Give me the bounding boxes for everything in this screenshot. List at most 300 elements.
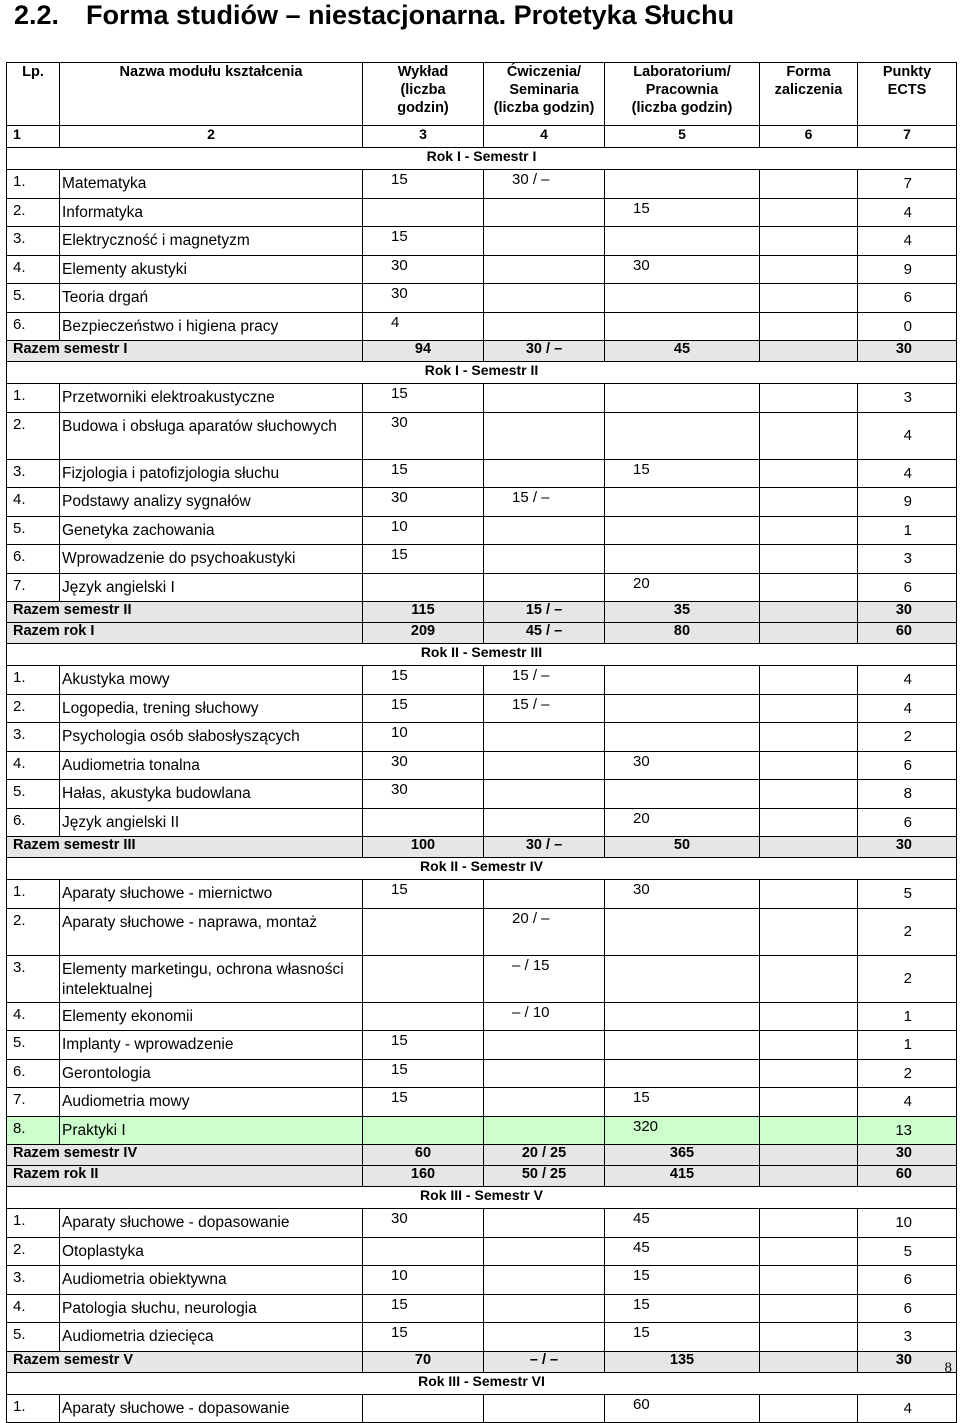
table-row: [7, 412, 957, 459]
cell-ects: 0: [858, 312, 957, 341]
cell-ects: 6: [858, 751, 957, 780]
table-row: [7, 1088, 957, 1117]
cell-lab: [605, 723, 760, 752]
header-exercises: Ćwiczenia/ Seminaria (liczba godzin): [484, 63, 605, 126]
semester-label: Rok I - Semestr I: [7, 148, 957, 170]
cell-form: [760, 955, 858, 1002]
cell-form: [760, 516, 858, 545]
cell-lecture: 15: [363, 880, 484, 909]
cell-exercises: 15 / –: [484, 666, 605, 695]
cell-lp: 1.: [7, 170, 60, 199]
cell-module-name: Elektryczność i magnetyzm: [60, 227, 363, 256]
cell-form: [760, 694, 858, 723]
table-row: [7, 1059, 957, 1088]
header-lp: Lp.: [7, 63, 60, 126]
cell-form: [760, 384, 858, 413]
header-ects: Punkty ECTS: [858, 63, 957, 126]
total-exercises: 50 / 25: [484, 1166, 605, 1187]
column-number: 3: [363, 126, 484, 148]
cell-lp: 1.: [7, 666, 60, 695]
table-row: [7, 198, 957, 227]
total-exercises: – / –: [484, 1351, 605, 1372]
cell-module-name: Matematyka: [60, 170, 363, 199]
cell-lp: 6.: [7, 312, 60, 341]
cell-lab: [605, 666, 760, 695]
cell-exercises: [484, 808, 605, 837]
cell-exercises: [484, 312, 605, 341]
cell-lp: 6.: [7, 1059, 60, 1088]
total-exercises: 30 / –: [484, 341, 605, 362]
cell-exercises: [484, 573, 605, 602]
cell-module-name: Język angielski I: [60, 573, 363, 602]
total-ects: 30: [858, 1351, 957, 1372]
total-lecture: 70: [363, 1351, 484, 1372]
cell-lab: [605, 412, 760, 459]
cell-module-name: Patologia słuchu, neurologia: [60, 1294, 363, 1323]
semester-label: Rok I - Semestr II: [7, 362, 957, 384]
cell-ects: 4: [858, 694, 957, 723]
table-row: [7, 908, 957, 955]
cell-lab: 45: [605, 1209, 760, 1238]
total-ects: 60: [858, 1166, 957, 1187]
cell-module-name: Elementy marketingu, ochrona własności intelektualnej: [60, 955, 363, 1002]
cell-lab: [605, 384, 760, 413]
cell-lp: 1.: [7, 1394, 60, 1423]
cell-module-name: Aparaty słuchowe - miernictwo: [60, 880, 363, 909]
total-row: [7, 341, 957, 362]
table-row: [7, 666, 957, 695]
table-row: [7, 227, 957, 256]
cell-form: [760, 780, 858, 809]
cell-lecture: 30: [363, 284, 484, 313]
total-row: [7, 623, 957, 644]
cell-exercises: [484, 780, 605, 809]
total-label: Razem semestr I: [7, 341, 363, 362]
cell-lab: [605, 1002, 760, 1031]
cell-lecture: 30: [363, 1209, 484, 1238]
header-lecture: Wykład (liczba godzin): [363, 63, 484, 126]
table-row: [7, 751, 957, 780]
cell-lecture: 10: [363, 723, 484, 752]
total-form: [760, 1145, 858, 1166]
cell-form: [760, 1209, 858, 1238]
cell-lab: 15: [605, 198, 760, 227]
cell-exercises: – / 10: [484, 1002, 605, 1031]
total-exercises: 30 / –: [484, 837, 605, 858]
cell-module-name: Elementy akustyki: [60, 255, 363, 284]
total-label: Razem semestr V: [7, 1351, 363, 1372]
total-lab: 80: [605, 623, 760, 644]
cell-lecture: 30: [363, 780, 484, 809]
cell-lecture: 15: [363, 1323, 484, 1352]
section-number: 2.2.: [14, 0, 60, 30]
cell-exercises: [484, 227, 605, 256]
header-row: [7, 63, 957, 126]
cell-exercises: [484, 545, 605, 574]
table-row: [7, 255, 957, 284]
cell-lecture: [363, 1237, 484, 1266]
cell-module-name: Gerontologia: [60, 1059, 363, 1088]
cell-ects: 6: [858, 284, 957, 313]
header-lab: Laboratorium/ Pracownia (liczba godzin): [605, 63, 760, 126]
cell-lecture: 15: [363, 666, 484, 695]
cell-lab: 15: [605, 1088, 760, 1117]
cell-lecture: [363, 1116, 484, 1145]
cell-lp: 3.: [7, 459, 60, 488]
cell-lecture: [363, 908, 484, 955]
cell-module-name: Elementy ekonomii: [60, 1002, 363, 1031]
semester-header-row: [7, 1372, 957, 1394]
cell-lp: 6.: [7, 808, 60, 837]
cell-form: [760, 573, 858, 602]
cell-lp: 2.: [7, 198, 60, 227]
cell-ects: 6: [858, 573, 957, 602]
cell-lp: 2.: [7, 1237, 60, 1266]
cell-lp: 7.: [7, 1088, 60, 1117]
total-lab: 50: [605, 837, 760, 858]
cell-exercises: [484, 384, 605, 413]
cell-form: [760, 1266, 858, 1295]
cell-exercises: [484, 412, 605, 459]
cell-lab: 15: [605, 459, 760, 488]
total-lecture: 160: [363, 1166, 484, 1187]
cell-module-name: Audiometria obiektywna: [60, 1266, 363, 1295]
cell-exercises: [484, 1237, 605, 1266]
cell-module-name: Wprowadzenie do psychoakustyki: [60, 545, 363, 574]
cell-ects: 4: [858, 666, 957, 695]
cell-lab: 15: [605, 1323, 760, 1352]
cell-lp: 2.: [7, 694, 60, 723]
cell-lp: 5.: [7, 780, 60, 809]
cell-form: [760, 666, 858, 695]
cell-lecture: 15: [363, 227, 484, 256]
table-row: [7, 1031, 957, 1060]
cell-form: [760, 488, 858, 517]
cell-lab: 30: [605, 880, 760, 909]
cell-lab: [605, 780, 760, 809]
semester-label: Rok II - Semestr III: [7, 644, 957, 666]
cell-form: [760, 170, 858, 199]
cell-form: [760, 1088, 858, 1117]
cell-exercises: [484, 1088, 605, 1117]
cell-ects: 6: [858, 1266, 957, 1295]
cell-lab: [605, 488, 760, 517]
cell-lab: [605, 312, 760, 341]
cell-module-name: Teoria drgań: [60, 284, 363, 313]
cell-lab: 45: [605, 1237, 760, 1266]
cell-lp: 1.: [7, 1209, 60, 1238]
cell-lp: 7.: [7, 573, 60, 602]
cell-ects: 3: [858, 545, 957, 574]
cell-exercises: 15 / –: [484, 488, 605, 517]
cell-module-name: Logopedia, trening słuchowy: [60, 694, 363, 723]
cell-module-name: Aparaty słuchowe - naprawa, montaż: [60, 908, 363, 955]
cell-lab: [605, 284, 760, 313]
cell-lecture: [363, 955, 484, 1002]
cell-module-name: Audiometria mowy: [60, 1088, 363, 1117]
cell-exercises: [484, 198, 605, 227]
section-heading: [14, 0, 734, 31]
cell-ects: 4: [858, 412, 957, 459]
table-row: [7, 1002, 957, 1031]
cell-lab: [605, 908, 760, 955]
cell-form: [760, 545, 858, 574]
total-row: [7, 837, 957, 858]
cell-lecture: 30: [363, 255, 484, 284]
cell-lp: 2.: [7, 908, 60, 955]
cell-module-name: Fizjologia i patofizjologia słuchu: [60, 459, 363, 488]
total-label: Razem semestr II: [7, 602, 363, 623]
table-row: [7, 1266, 957, 1295]
cell-lp: 4.: [7, 255, 60, 284]
cell-form: [760, 751, 858, 780]
cell-lp: 2.: [7, 412, 60, 459]
table-row: [7, 516, 957, 545]
table-row: [7, 694, 957, 723]
cell-module-name: Aparaty słuchowe - dopasowanie: [60, 1394, 363, 1423]
cell-lp: 8.: [7, 1116, 60, 1145]
table-row: [7, 780, 957, 809]
cell-exercises: 20 / –: [484, 908, 605, 955]
cell-lecture: 30: [363, 488, 484, 517]
cell-lab: [605, 1059, 760, 1088]
total-exercises: 15 / –: [484, 602, 605, 623]
cell-exercises: [484, 255, 605, 284]
cell-lecture: 15: [363, 384, 484, 413]
cell-form: [760, 1237, 858, 1266]
total-label: Razem semestr III: [7, 837, 363, 858]
cell-form: [760, 459, 858, 488]
total-exercises: 20 / 25: [484, 1145, 605, 1166]
cell-lp: 1.: [7, 384, 60, 413]
cell-lp: 4.: [7, 488, 60, 517]
total-lecture: 115: [363, 602, 484, 623]
cell-module-name: Informatyka: [60, 198, 363, 227]
total-form: [760, 602, 858, 623]
curriculum-table: [6, 62, 957, 1423]
table-body: [7, 148, 957, 1423]
section-title: Forma studiów – niestacjonarna. Protetyka Słuchu: [86, 0, 735, 30]
cell-lab: [605, 227, 760, 256]
cell-module-name: Genetyka zachowania: [60, 516, 363, 545]
cell-lp: 5.: [7, 516, 60, 545]
cell-ects: 2: [858, 955, 957, 1002]
total-lecture: 94: [363, 341, 484, 362]
total-ects: 30: [858, 837, 957, 858]
cell-exercises: 30 / –: [484, 170, 605, 199]
cell-ects: 6: [858, 808, 957, 837]
page-number: 8: [944, 1360, 952, 1376]
cell-module-name: Podstawy analizy sygnałów: [60, 488, 363, 517]
cell-form: [760, 1059, 858, 1088]
table-row: [7, 459, 957, 488]
cell-form: [760, 1394, 858, 1423]
table-row: [7, 545, 957, 574]
cell-form: [760, 284, 858, 313]
cell-lab: [605, 516, 760, 545]
cell-form: [760, 1294, 858, 1323]
cell-ects: 2: [858, 908, 957, 955]
total-lecture: 100: [363, 837, 484, 858]
total-form: [760, 1351, 858, 1372]
cell-lecture: 15: [363, 1088, 484, 1117]
total-form: [760, 623, 858, 644]
total-form: [760, 837, 858, 858]
cell-ects: 3: [858, 384, 957, 413]
total-row: [7, 1351, 957, 1372]
cell-form: [760, 198, 858, 227]
cell-exercises: [484, 1209, 605, 1238]
cell-ects: 8: [858, 780, 957, 809]
cell-exercises: [484, 1116, 605, 1145]
cell-ects: 2: [858, 723, 957, 752]
cell-lecture: 15: [363, 170, 484, 199]
total-row: [7, 1166, 957, 1187]
cell-module-name: Akustyka mowy: [60, 666, 363, 695]
column-number: 4: [484, 126, 605, 148]
cell-ects: 10: [858, 1209, 957, 1238]
cell-ects: 4: [858, 459, 957, 488]
cell-exercises: [484, 1266, 605, 1295]
cell-form: [760, 1323, 858, 1352]
cell-lp: 3.: [7, 955, 60, 1002]
cell-module-name: Psychologia osób słabosłyszących: [60, 723, 363, 752]
cell-form: [760, 227, 858, 256]
cell-lecture: 15: [363, 545, 484, 574]
cell-lecture: 10: [363, 1266, 484, 1295]
cell-ects: 5: [858, 880, 957, 909]
table-row: [7, 488, 957, 517]
cell-ects: 4: [858, 198, 957, 227]
cell-ects: 4: [858, 1088, 957, 1117]
semester-header-row: [7, 1187, 957, 1209]
total-ects: 60: [858, 623, 957, 644]
total-form: [760, 1166, 858, 1187]
cell-lecture: 30: [363, 412, 484, 459]
cell-lab: 60: [605, 1394, 760, 1423]
total-row: [7, 602, 957, 623]
cell-lp: 5.: [7, 1031, 60, 1060]
cell-lecture: 10: [363, 516, 484, 545]
cell-lecture: 15: [363, 694, 484, 723]
cell-form: [760, 312, 858, 341]
total-exercises: 45 / –: [484, 623, 605, 644]
table-row: [7, 1116, 957, 1145]
cell-exercises: [484, 1059, 605, 1088]
cell-lp: 5.: [7, 1323, 60, 1352]
cell-lp: 3.: [7, 1266, 60, 1295]
cell-lab: 15: [605, 1294, 760, 1323]
cell-lab: [605, 1031, 760, 1060]
cell-ects: 1: [858, 1031, 957, 1060]
cell-ects: 9: [858, 488, 957, 517]
header-form: Forma zaliczenia: [760, 63, 858, 126]
cell-module-name: Otoplastyka: [60, 1237, 363, 1266]
cell-ects: 13: [858, 1116, 957, 1145]
cell-lecture: 15: [363, 1031, 484, 1060]
table-row: [7, 723, 957, 752]
cell-lecture: 15: [363, 1294, 484, 1323]
total-lab: 45: [605, 341, 760, 362]
cell-form: [760, 1031, 858, 1060]
cell-lab: [605, 545, 760, 574]
total-ects: 30: [858, 602, 957, 623]
semester-header-row: [7, 148, 957, 170]
cell-lab: 30: [605, 255, 760, 284]
cell-ects: 7: [858, 170, 957, 199]
cell-exercises: [484, 459, 605, 488]
table-row: [7, 1394, 957, 1423]
cell-exercises: [484, 1294, 605, 1323]
cell-form: [760, 412, 858, 459]
cell-lp: 1.: [7, 880, 60, 909]
cell-lecture: 15: [363, 459, 484, 488]
cell-lecture: 30: [363, 751, 484, 780]
semester-header-row: [7, 644, 957, 666]
total-lecture: 209: [363, 623, 484, 644]
total-lecture: 60: [363, 1145, 484, 1166]
cell-lp: 4.: [7, 1294, 60, 1323]
column-number: 7: [858, 126, 957, 148]
cell-ects: 4: [858, 227, 957, 256]
cell-form: [760, 1116, 858, 1145]
table-row: [7, 1294, 957, 1323]
table-row: [7, 170, 957, 199]
total-lab: 415: [605, 1166, 760, 1187]
column-number: 1: [7, 126, 60, 148]
cell-lab: 20: [605, 808, 760, 837]
total-row: [7, 1145, 957, 1166]
table-row: [7, 880, 957, 909]
table-row: [7, 1209, 957, 1238]
table-row: [7, 808, 957, 837]
cell-lp: 4.: [7, 751, 60, 780]
cell-exercises: [484, 284, 605, 313]
cell-lab: 30: [605, 751, 760, 780]
cell-form: [760, 1002, 858, 1031]
cell-ects: 3: [858, 1323, 957, 1352]
cell-ects: 9: [858, 255, 957, 284]
column-number: 2: [60, 126, 363, 148]
cell-module-name: Aparaty słuchowe - dopasowanie: [60, 1209, 363, 1238]
column-number: 6: [760, 126, 858, 148]
header-name: Nazwa modułu kształcenia: [60, 63, 363, 126]
cell-ects: 1: [858, 1002, 957, 1031]
cell-form: [760, 723, 858, 752]
cell-exercises: 15 / –: [484, 694, 605, 723]
cell-module-name: Hałas, akustyka budowlana: [60, 780, 363, 809]
cell-lecture: [363, 198, 484, 227]
cell-ects: 5: [858, 1237, 957, 1266]
cell-lab: 20: [605, 573, 760, 602]
cell-module-name: Audiometria dziecięca: [60, 1323, 363, 1352]
cell-module-name: Audiometria tonalna: [60, 751, 363, 780]
total-form: [760, 341, 858, 362]
cell-module-name: Praktyki I: [60, 1116, 363, 1145]
cell-module-name: Przetworniki elektroakustyczne: [60, 384, 363, 413]
cell-lp: 5.: [7, 284, 60, 313]
semester-header-row: [7, 858, 957, 880]
total-ects: 30: [858, 1145, 957, 1166]
cell-exercises: [484, 880, 605, 909]
cell-lecture: [363, 573, 484, 602]
cell-lp: 3.: [7, 227, 60, 256]
cell-exercises: [484, 1323, 605, 1352]
cell-ects: 1: [858, 516, 957, 545]
total-label: Razem rok II: [7, 1166, 363, 1187]
cell-module-name: Bezpieczeństwo i higiena pracy: [60, 312, 363, 341]
table-row: [7, 284, 957, 313]
